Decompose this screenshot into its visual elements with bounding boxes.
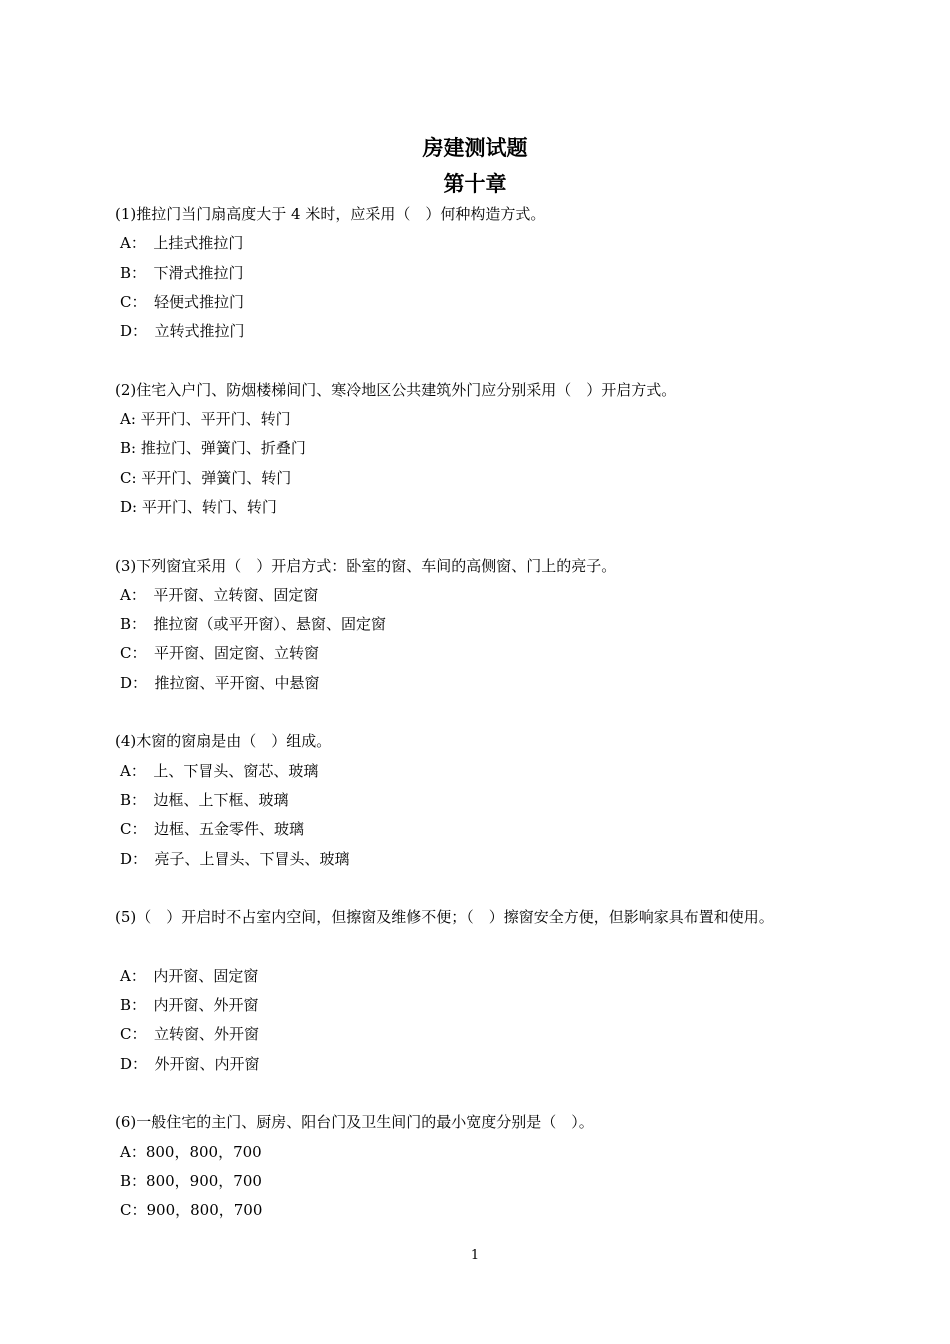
- spacer: [115, 874, 835, 903]
- question-2-option-b: B: 推拉门、弹簧门、折叠门: [120, 439, 306, 458]
- question-2-stem: (2)住宅入户门、防烟楼梯间门、寒冷地区公共建筑外门应分别采用（ ）开启方式。: [115, 380, 677, 399]
- question-5-option-b: B： 内开窗、外开窗: [120, 996, 259, 1015]
- spacer: [115, 932, 835, 961]
- question-1-option-b: B： 下滑式推拉门: [120, 263, 244, 282]
- question-3-option-d: D： 推拉窗、平开窗、中悬窗: [120, 673, 320, 692]
- question-2-option-a: A: 平开门、平开门、转门: [120, 410, 291, 429]
- question-1-option-d: D： 立转式推拉门: [120, 322, 245, 341]
- question-list: [115, 200, 835, 1225]
- question-5-option-c: C： 立转窗、外开窗: [120, 1025, 259, 1044]
- question-3-option-a: A： 平开窗、立转窗、固定窗: [120, 585, 319, 604]
- page-number: 1: [470, 1248, 480, 1263]
- question-5-option-a: A： 内开窗、固定窗: [120, 966, 259, 985]
- question-1-stem: (1)推拉门当门扇高度大于 4 米时，应采用（ ）何种构造方式。: [115, 205, 546, 223]
- question-3-stem: (3)下列窗宜采用（ ）开启方式：卧室的窗、车间的高侧窗、门上的亮子。: [115, 556, 617, 575]
- question-3-option-b: B： 推拉窗（或平开窗）、悬窗、固定窗: [120, 615, 387, 634]
- question-6-option-c: C：900，800，700: [120, 1201, 263, 1220]
- question-6-stem: (6)一般住宅的主门、厨房、阳台门及卫生间门的最小宽度分别是（ ）。: [115, 1113, 594, 1132]
- question-6-option-b: B：800，900，700: [120, 1171, 262, 1190]
- question-2-option-d: D: 平开门、转门、转门: [120, 497, 277, 516]
- question-3-option-c: C： 平开窗、固定窗、立转窗: [120, 644, 319, 663]
- question-4-option-b: B： 边框、上下框、玻璃: [120, 790, 289, 809]
- question-4-stem: (4)木窗的窗扇是由（ ）组成。: [115, 732, 332, 751]
- question-4-option-d: D： 亮子、上冒头、下冒头、玻璃: [120, 849, 350, 868]
- spacer: [115, 522, 835, 551]
- spacer: [115, 1079, 835, 1108]
- chapter-title: 第十章: [443, 171, 507, 196]
- question-6-option-a: A：800，800，700: [120, 1142, 262, 1161]
- question-5-stem: (5)（ ）开启时不占室内空间，但擦窗及维修不便；（ ）擦窗安全方便，但影响家具布置和使用。: [115, 908, 774, 927]
- question-5-option-d: D： 外开窗、内开窗: [120, 1054, 260, 1073]
- question-1-option-a: A： 上挂式推拉门: [120, 234, 244, 253]
- spacer: [115, 698, 835, 727]
- question-4-option-a: A： 上、下冒头、窗芯、玻璃: [120, 761, 319, 780]
- question-2-option-c: C: 平开门、弹簧门、转门: [120, 468, 292, 487]
- spacer: [115, 346, 835, 375]
- question-4-option-c: C： 边框、五金零件、玻璃: [120, 820, 304, 839]
- question-1-option-c: C： 轻便式推拉门: [120, 292, 244, 311]
- document-title: 房建测试题: [422, 135, 528, 160]
